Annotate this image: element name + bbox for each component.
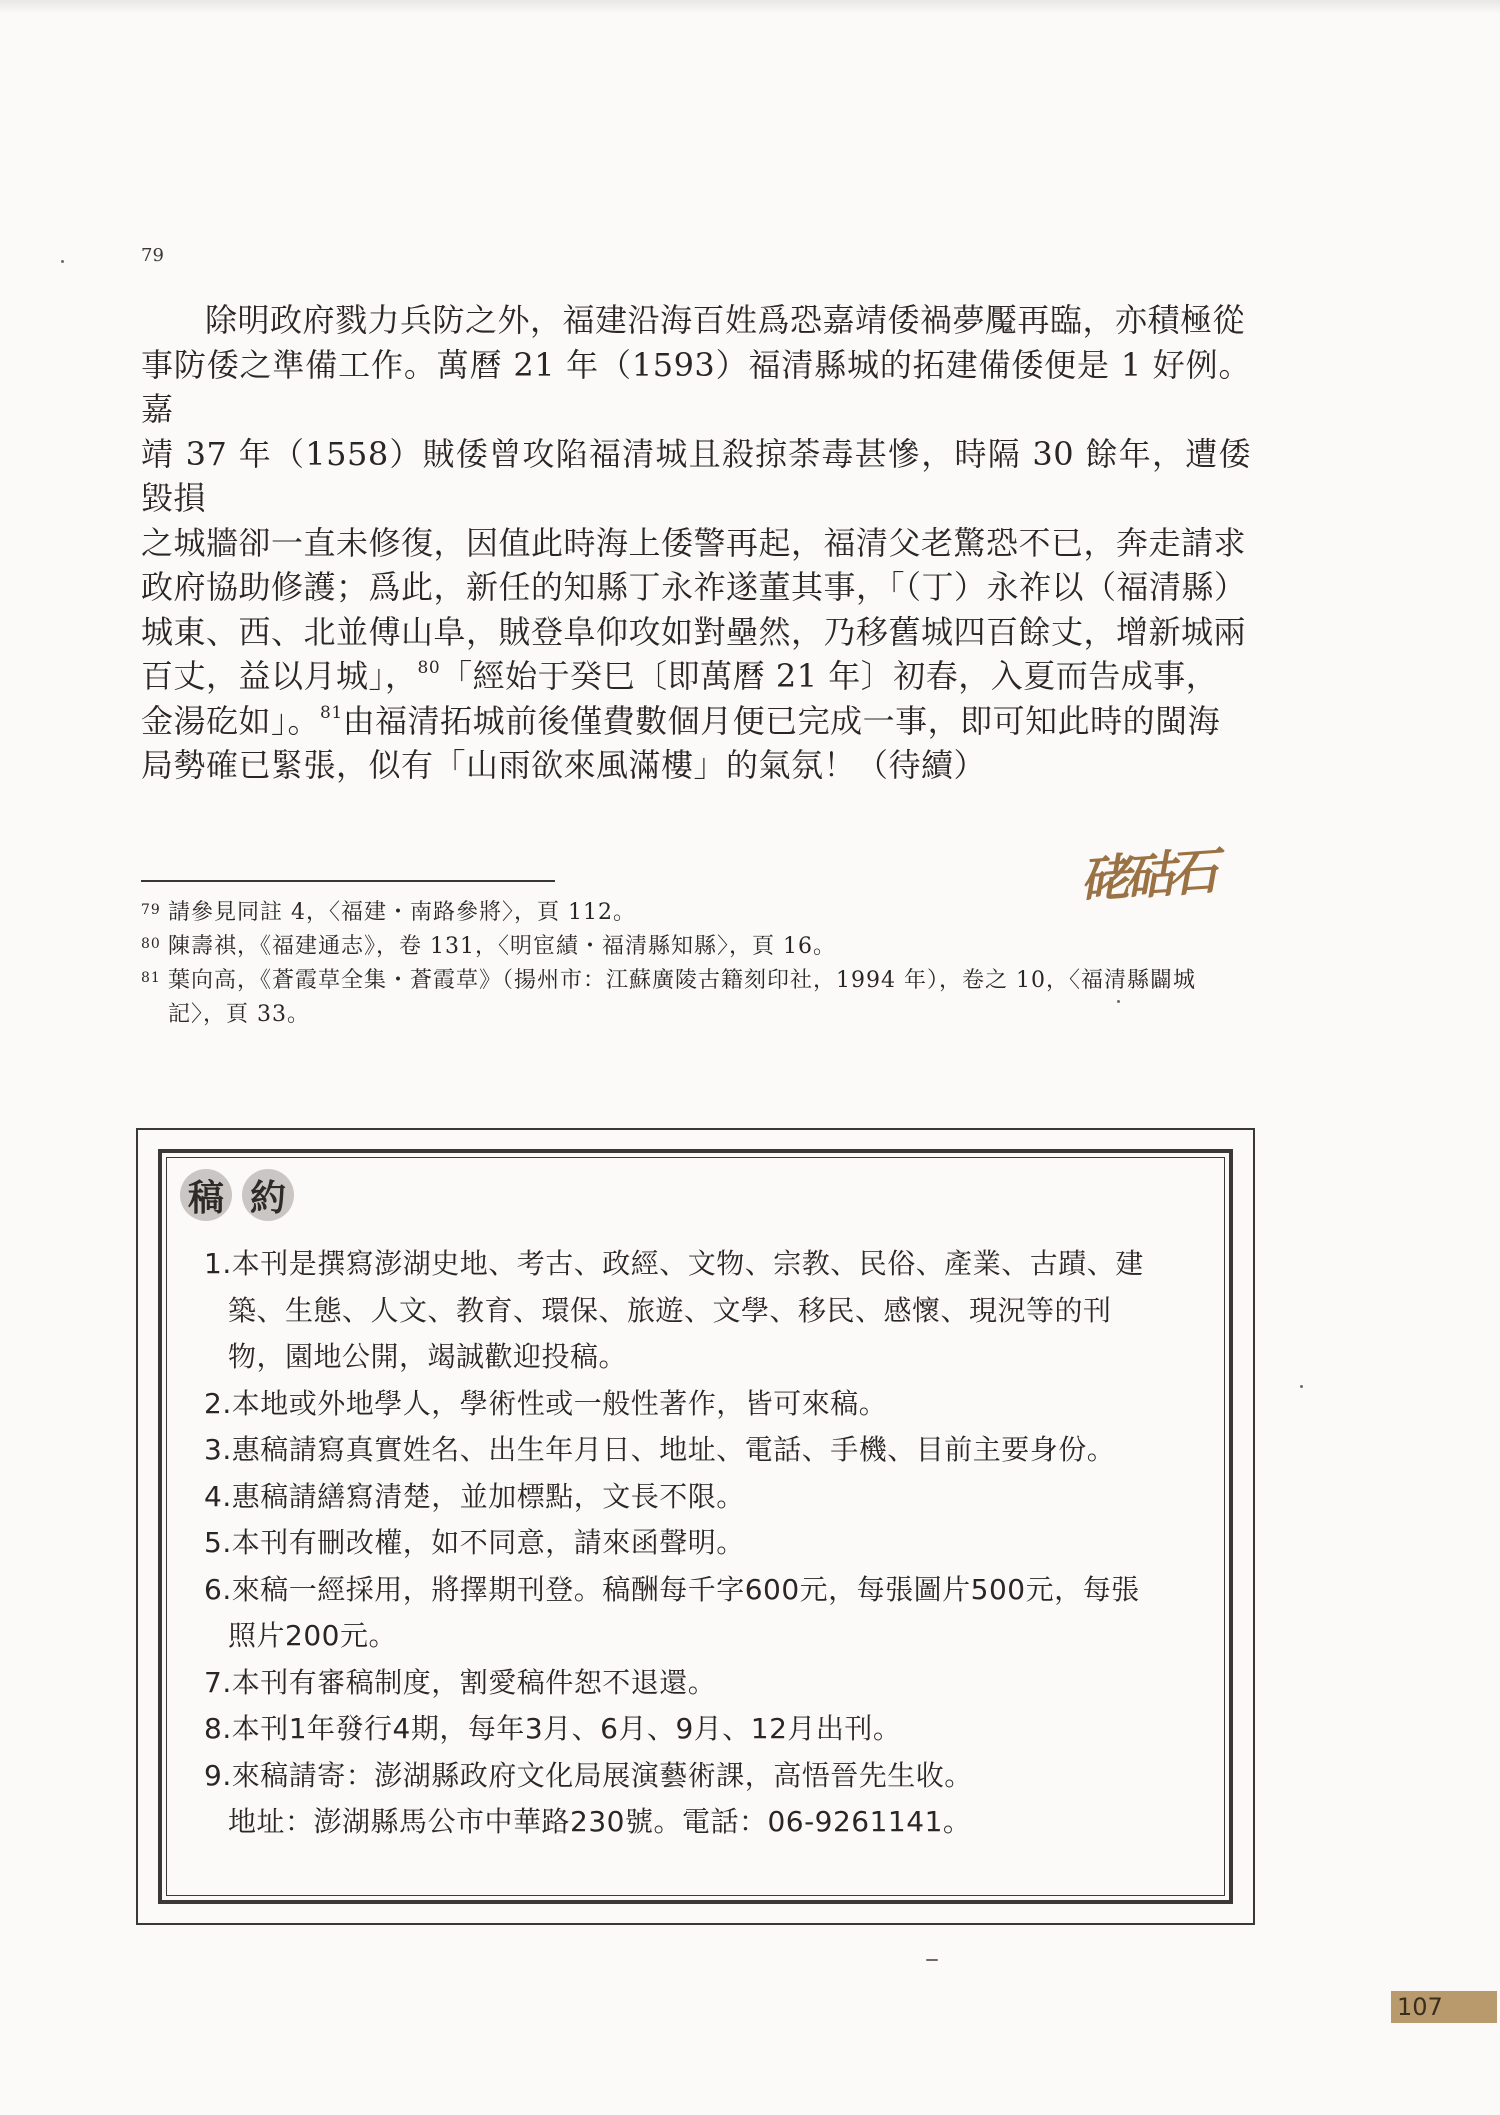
author-signature: 硓𥑮石 bbox=[1078, 842, 1215, 910]
scan-speck bbox=[926, 1959, 938, 1961]
body-line: 局勢確已緊張，似有「山雨欲來風滿樓」的氣氛！（待續） bbox=[141, 746, 987, 784]
page-number: 107 bbox=[1391, 1991, 1497, 2023]
top-shadow bbox=[0, 0, 1500, 14]
guideline-item: 6.來稿一經採用，將擇期刊登。稿酬每千字600元，每張圖片500元，每張照片200元。 bbox=[204, 1572, 1140, 1652]
guideline-item: 8.本刊1年發行4期，每年3月、6月、9月、12月出刊。 bbox=[204, 1712, 902, 1745]
body-line: 事防倭之準備工作。萬曆 21 年（1593）福清縣城的拓建備倭便是 1 好例。嘉 bbox=[141, 345, 1251, 428]
guideline-item: 4.惠稿請繕寫清楚，並加標點，文長不限。 bbox=[204, 1479, 745, 1513]
body-line: 除明政府戮力兵防之外，福建沿海百姓爲恐嘉靖倭禍夢魘再臨，亦積極從 bbox=[205, 301, 1246, 339]
scan-speck bbox=[1300, 1385, 1303, 1388]
guidelines-title bbox=[180, 1169, 294, 1221]
body-line: 靖 37 年（1558）賊倭曾攻陷福清城且殺掠荼毒甚慘，時隔 30 餘年，遭倭毀損 bbox=[141, 434, 1251, 517]
guideline-item: 7.本刊有審稿制度，割愛稿件恕不退還。 bbox=[204, 1665, 717, 1699]
body-line: 百丈，益以月城」，$^{80}$「經始于癸巳〔即萬曆 21 年〕初春，入夏而告成事， bbox=[141, 657, 1219, 695]
running-marker: 79 bbox=[141, 245, 164, 266]
guideline-item: 5.本刊有刪改權，如不同意，請來函聲明。 bbox=[204, 1526, 745, 1559]
footnote-divider bbox=[141, 880, 555, 882]
guideline-item: 2.本地或外地學人，學術性或一般性著作，皆可來稿。 bbox=[204, 1386, 888, 1420]
submission-guidelines-box bbox=[136, 1128, 1255, 1925]
guidelines-frame bbox=[158, 1149, 1233, 1904]
scan-speck bbox=[61, 260, 64, 263]
article-body bbox=[141, 298, 1251, 788]
footnote-79: 79 請參見同註 4，〈福建・南路參將〉，頁 112。 bbox=[141, 900, 636, 925]
scan-speck bbox=[1117, 1000, 1120, 1003]
title-char-badge: 約 bbox=[242, 1169, 294, 1221]
footnote-81: 81 葉向高，《蒼霞草全集・蒼霞草》（揚州市：江蘇廣陵古籍刻印社，1994 年），卷之 10，〈福清縣闢城記〉，頁 33。 bbox=[141, 968, 1196, 1027]
guideline-item: 9.來稿請寄：澎湖縣政府文化局展演藝術課，高悟晉先生收。 bbox=[204, 1758, 973, 1792]
body-line: 之城牆卻一直未修復，因值此時海上倭警再起，福清父老驚恐不已，奔走請求 bbox=[141, 523, 1247, 562]
footnote-ref-81: 81 bbox=[320, 702, 343, 723]
footnote-ref-80: 80 bbox=[417, 658, 441, 678]
footnotes bbox=[141, 896, 1249, 1032]
footnote-80: 80 陳壽祺，《福建通志》，卷 131，〈明宦績・福清縣知縣〉，頁 16。 bbox=[141, 934, 836, 959]
guideline-item: 1.本刊是撰寫澎湖史地、考古、政經、文物、宗教、民俗、產業、古蹟、建築、生態、人文、教育、環保、旅遊、文學、移民、感懷、現況等的刊物，園地公開，竭誠歡迎投稿。 bbox=[204, 1247, 1144, 1373]
guidelines-list bbox=[204, 1241, 1144, 1846]
body-line: 城東、西、北並傅山阜，賊登阜仰攻如對壘然，乃移舊城四百餘丈，增新城兩 bbox=[141, 612, 1247, 651]
title-char-badge: 稿 bbox=[180, 1169, 232, 1221]
guideline-address: 地址：澎湖縣馬公市中華路230號。電話：06-9261141。 bbox=[228, 1805, 972, 1838]
body-line: 政府協助修護；爲此，新任的知縣丁永祚遂董其事，「（丁）永祚以（福清縣） bbox=[141, 568, 1247, 606]
body-line: 金湯矻如」。$^{81}$由福清拓城前後僅費數個月便已完成一事，即可知此時的閩海 bbox=[141, 701, 1221, 740]
guideline-item: 3.惠稿請寫真實姓名、出生年月日、地址、電話、手機、目前主要身份。 bbox=[204, 1433, 1116, 1466]
